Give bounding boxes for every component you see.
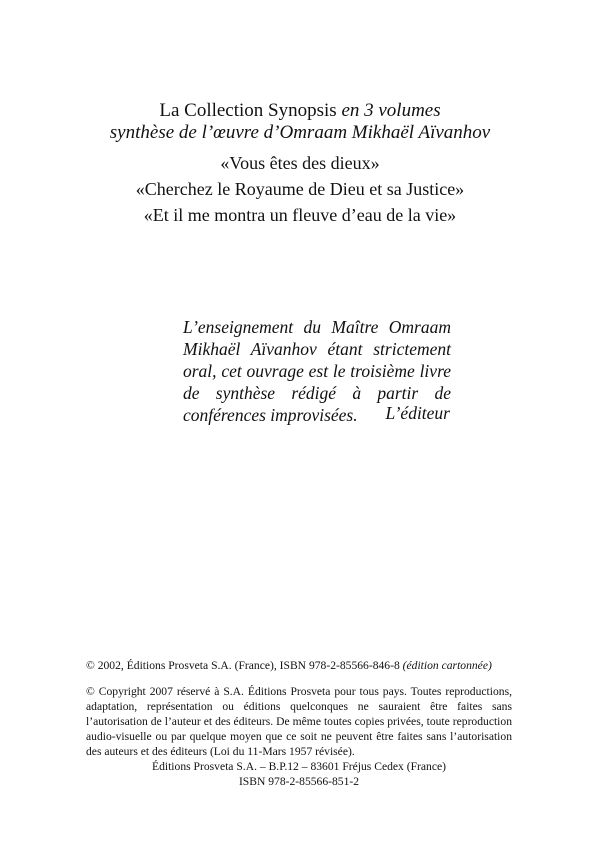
editor-signature: L’éditeur xyxy=(385,403,450,423)
collection-volumes-count: en 3 volumes xyxy=(341,100,441,121)
copyright-edition-type: (édition cartonnée) xyxy=(402,659,492,672)
collection-line-1 xyxy=(0,100,600,122)
collection-subtitle: synthèse de l’œuvre d’Omraam Mikhaël Aïvanhov xyxy=(109,122,491,143)
copyright-first-edition xyxy=(86,658,512,673)
editor-notice: L’enseignement du Maître Omraam Mikhaël Aïvanhov étant strictement oral, cet ouvrage est le troisième livre de synthèse rédigé à partir de conférences improvisées. xyxy=(183,317,451,425)
collection-name: La Collection Synopsis xyxy=(159,100,342,121)
publisher-address: Éditions Prosveta S.A. – B.P.12 – 83601 Fréjus Cedex (France) xyxy=(151,760,446,773)
copyright-first-text: © 2002, Éditions Prosveta S.A. (France), ISBN 978-2-85566-846-8 xyxy=(86,659,403,672)
volume-title-2: «Cherchez le Royaume de Dieu et sa Justice» xyxy=(135,179,465,199)
isbn-line: ISBN 978-2-85566-851-2 xyxy=(238,775,360,788)
volume-title-3: «Et il me montra un fleuve d’eau de la vie» xyxy=(143,205,457,225)
copyright-paragraph: © Copyright 2007 réservé à S.A. Éditions Prosveta pour tous pays. Toutes reproductions, adaptation, représentation ou éditions quelconques ne sauraient être faites sans l’autorisation de l’auteur et des éditeurs. De même toutes copies privées, toute reproduction audio-visuelle ou par quelque moyen que ce soit ne peuvent être faites sans l’autorisation des auteurs et des éditeurs (Loi du 11-Mars 1957 révisée). xyxy=(86,685,512,758)
volume-list xyxy=(0,150,600,228)
collection-heading xyxy=(0,100,600,144)
volume-title-1: «Vous êtes des dieux» xyxy=(220,153,380,173)
copyright-block xyxy=(86,658,512,789)
